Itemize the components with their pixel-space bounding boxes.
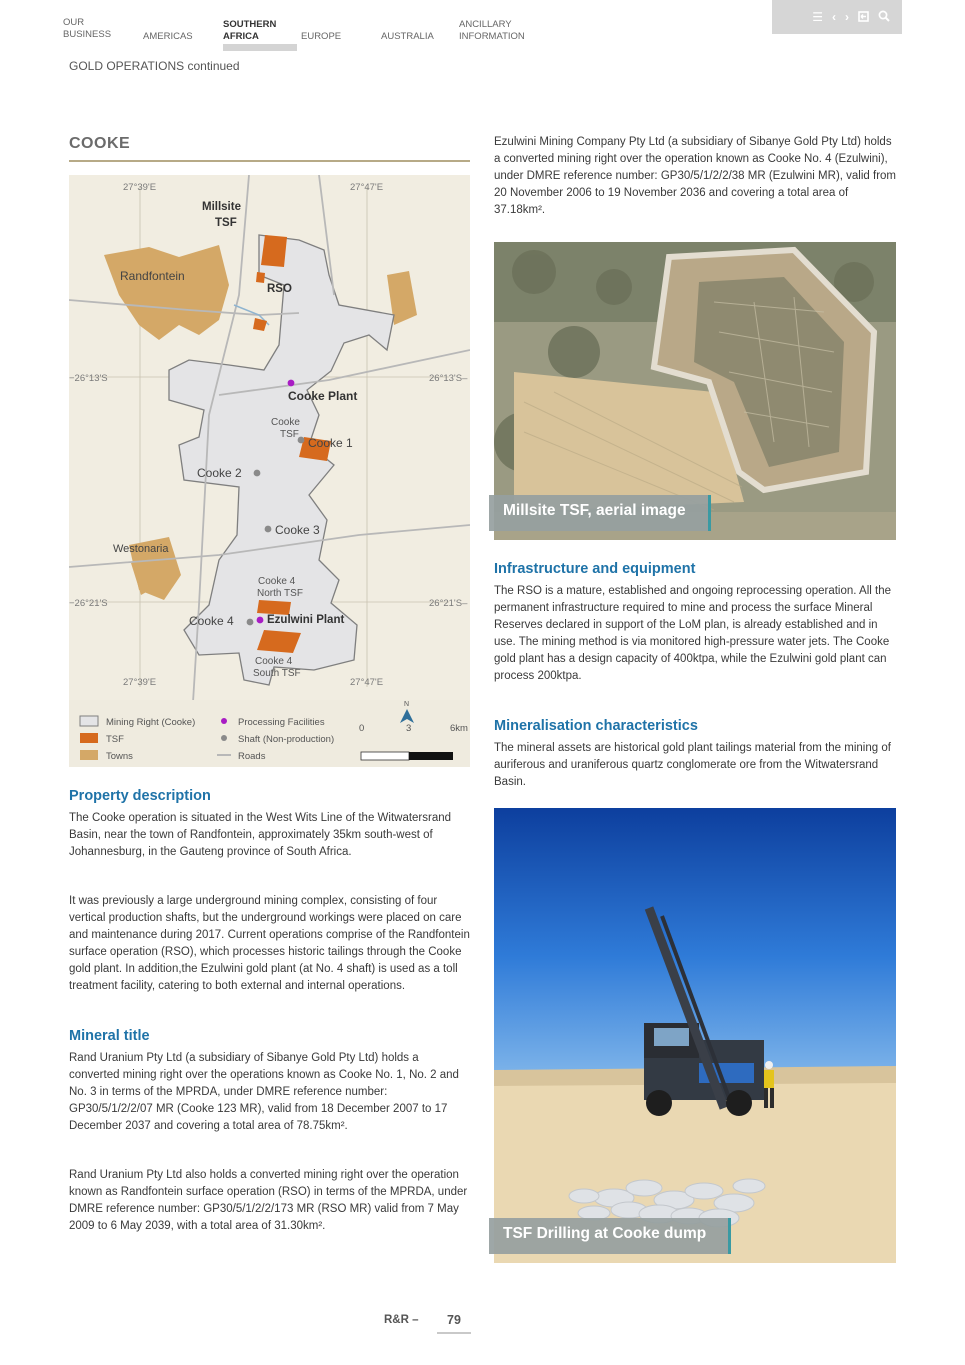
page-number: 79 [447, 1313, 461, 1327]
label-cooke-tsf: Cooke [271, 417, 300, 428]
property-paragraph-2: It was previously a large underground mining complex, consisting of four vertical production shafts, but the underground workings were placed on care and maintenance during 2017. Current operations comprise of the Randfontein surface operation (RSO), which processes historic tailings through the Cooke gold plant. In addition,the Ezulwini gold plant (at No. 4 shaft) is used as a toll treatment facility, catering to both external and internal operations. [69, 895, 470, 993]
label-cooke1: Cooke 1 [308, 436, 353, 450]
legend-towns: Towns [106, 751, 133, 762]
legend-shaft: Shaft (Non-production) [238, 734, 335, 745]
chevron-left-icon[interactable]: ‹ [832, 10, 836, 24]
tsf-millsite [261, 235, 287, 267]
mineralisation-heading: Mineralisation characteristics [494, 718, 698, 734]
mineral-title-paragraph-1: Rand Uranium Pty Ltd (a subsidiary of Sibanye Gold Pty Ltd) holds a converted mining right over the operations known as Cooke No. 1, No. 2 and No. 3 in terms of the MPRDA, under DMRE reference number: GP30/5/1/2/2/07 MR (Cooke 123 MR), valid from 18 December 2007 to 17 December 2037 and covering a total area of 78.75km². [69, 1052, 459, 1133]
label-cooke-tsf-2: TSF [280, 429, 299, 440]
mineral-title-paragraph-2: Rand Uranium Pty Ltd also holds a converted mining right over the operation known as Randfontein surface operation (RSO) in terms of the MPRDA, under DMRE reference number: GP30/5/1/2/2/173 MR (RSO MR) valid from 7 May 2009 to 6 May 2039, with a total area of 31.30km². [69, 1169, 468, 1233]
scale-0: 0 [359, 723, 365, 734]
menu-icon[interactable]: ☰ [812, 10, 823, 24]
nav-our-business[interactable]: OUR BUSINESS [63, 17, 112, 40]
label-randfontein: Randfontein [120, 269, 185, 283]
tsf-cooke4-north [257, 600, 291, 615]
coord-mid-right: 26°13'S– [429, 373, 468, 384]
legend-roads: Roads [238, 751, 266, 762]
coord-mid-left: −26°13'S [69, 373, 108, 384]
label-millsite: Millsite [202, 201, 241, 213]
label-cooke4-south: Cooke 4 [255, 656, 293, 667]
legend-tsf: TSF [106, 734, 124, 745]
nav-europe[interactable]: EUROPE [301, 31, 342, 42]
mineral-title-heading: Mineral title [69, 1028, 150, 1044]
label-cooke4-north: Cooke 4 [258, 576, 296, 587]
legend-mining-right-swatch [80, 716, 98, 726]
legend-shaft-marker [221, 735, 227, 741]
label-cooke2: Cooke 2 [197, 466, 242, 480]
legend-tsf-swatch [80, 733, 98, 743]
cooke2-marker [254, 470, 261, 477]
label-cooke3: Cooke 3 [275, 523, 320, 537]
scale-bar-dark [409, 752, 453, 760]
label-millsite-tsf: TSF [215, 217, 237, 229]
legend-mining-right: Mining Right (Cooke) [106, 717, 196, 728]
tsf-small [256, 272, 265, 283]
mineralisation-paragraph: The mineral assets are historical gold plant tailings material from the mining of auriferous and uraniferous quartz conglomerate ore from the Witwatersrand Basin. [494, 742, 891, 789]
coord-top-right: 27°47'E [350, 182, 384, 193]
scale-bar-light [361, 752, 409, 760]
page-number-underline [437, 1332, 471, 1334]
section-label: GOLD OPERATIONS continued [69, 59, 240, 73]
label-westonaria: Westonaria [113, 543, 169, 555]
label-cooke4-south-tsf: South TSF [253, 668, 301, 679]
label-cooke4: Cooke 4 [189, 614, 234, 628]
cooke-map [69, 175, 470, 767]
back-icon[interactable] [858, 11, 869, 24]
nav-ancillary-information[interactable]: ANCILLARY INFORMATION [459, 19, 525, 42]
label-ezulwini-plant: Ezulwini Plant [267, 614, 345, 626]
ezulwini-plant-marker [257, 617, 264, 624]
toolbar [772, 0, 902, 34]
nav-southern-africa[interactable]: SOUTHERN AFRICA [223, 19, 277, 42]
title-divider [69, 160, 470, 162]
label-rso: RSO [267, 283, 292, 295]
coord-top-left: 27°39'E [123, 182, 157, 193]
search-icon[interactable] [878, 10, 890, 24]
legend-processing-marker [221, 718, 227, 724]
north-label: N [404, 701, 410, 708]
coord-low-left: −26°21'S [69, 598, 108, 609]
property-heading: Property description [69, 788, 211, 804]
photo-caption-drilling: TSF Drilling at Cooke dump [489, 1218, 731, 1254]
footer-label: R&R – [384, 1314, 419, 1326]
legend-towns-swatch [80, 750, 98, 760]
coord-low-right: 26°21'S– [429, 598, 468, 609]
active-tab-indicator [223, 44, 297, 51]
photo-caption-millsite: Millsite TSF, aerial image [489, 495, 711, 531]
label-cooke-plant: Cooke Plant [288, 389, 358, 403]
cooke4-marker [247, 619, 254, 626]
scale-6km: 6km [450, 723, 468, 734]
page-title: COOKE [69, 135, 131, 152]
town-randfontein [104, 245, 229, 340]
cooke-plant-marker [288, 380, 295, 387]
coord-bottom-left: 27°39'E [123, 677, 157, 688]
property-paragraph-1: The Cooke operation is situated in the West Wits Line of the Witwatersrand Basin, near the town of Randfontein, approximately 35km south-west of Johannesburg, in the Gauteng province of South Africa. [69, 812, 452, 859]
scale-3: 3 [406, 723, 412, 734]
nav-americas[interactable]: AMERICAS [143, 31, 193, 42]
infrastructure-heading: Infrastructure and equipment [494, 561, 696, 577]
drilling-photo [494, 808, 896, 1263]
nav-australia[interactable]: AUSTRALIA [381, 31, 434, 42]
infrastructure-paragraph: The RSO is a mature, established and ongoing reprocessing operation. All the permanent infrastructure required to mine and process the surface Mineral Reserves declared in support of the LoM plan, is already established and in use. The mining method is via monitored high-pressure water jets. The Cooke gold plant has a design capacity of 400ktpa, while the Ezulwini gold plant can process 200ktpa. [494, 585, 891, 683]
chevron-right-icon[interactable]: › [845, 10, 849, 24]
label-cooke4-north-tsf: North TSF [257, 588, 303, 599]
cooke3-marker [265, 526, 272, 533]
legend-processing: Processing Facilities [238, 717, 325, 728]
coord-bottom-right: 27°47'E [350, 677, 384, 688]
intro-paragraph: Ezulwini Mining Company Pty Ltd (a subsidiary of Sibanye Gold Pty Ltd) holds a converted mining right over the operation known as Cooke No. 4 (Ezulwini), under DMRE reference number: GP30/5/1/2/2/38 MR (Ezulwini MR), valid from 20 November 2006 to 19 November 2036 and covering a total area of 37.18km². [494, 136, 897, 217]
